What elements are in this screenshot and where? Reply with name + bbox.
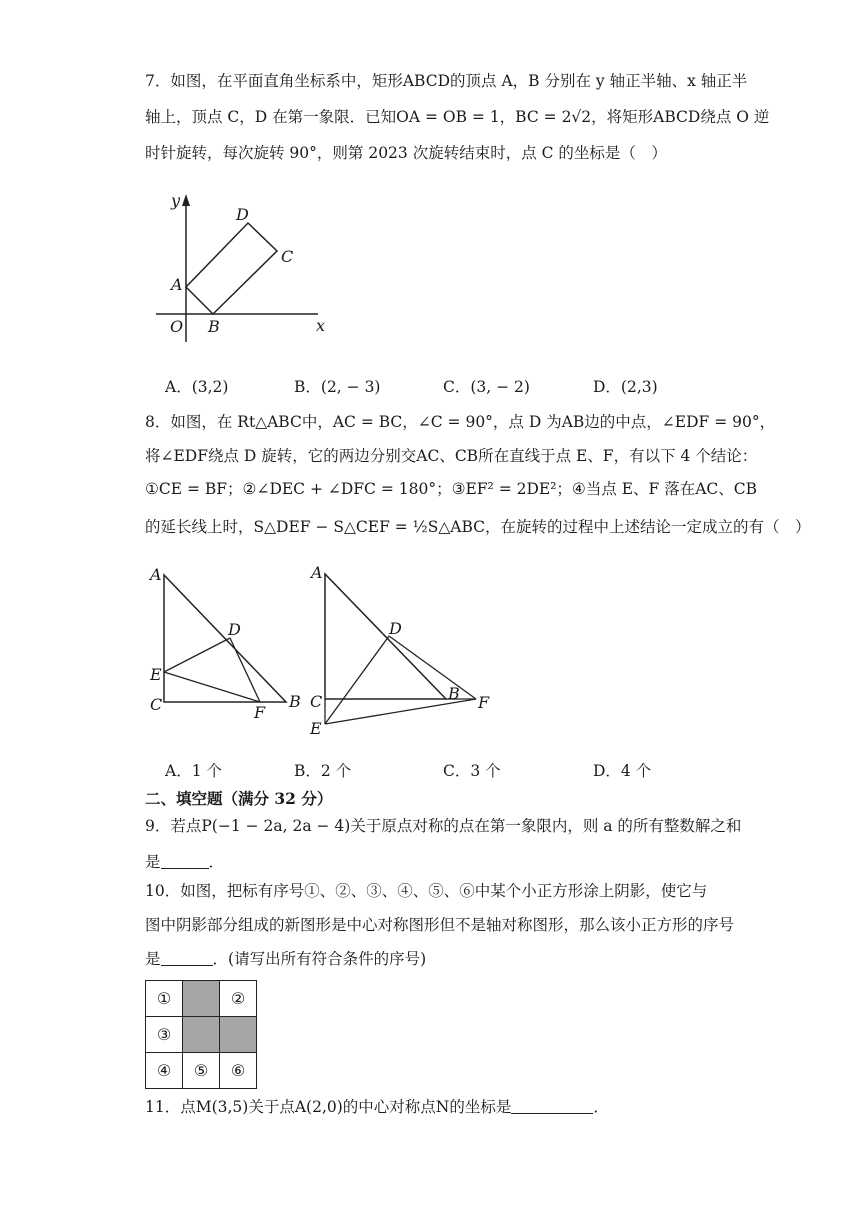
- section-heading: 二、填空题（满分 32 分）: [145, 789, 333, 808]
- q10-suffix: ．(请写出所有符合条件的序号): [212, 950, 427, 968]
- fig1-label-B: B: [289, 692, 301, 711]
- q9-suffix: ．: [208, 853, 225, 871]
- label-A: A: [171, 275, 183, 294]
- fig1-label-D: D: [228, 620, 241, 639]
- label-B: B: [208, 317, 220, 336]
- q11-line: [145, 1096, 609, 1118]
- q8-line-3: ①CE = BF；②∠DEC + ∠DFC = 180°；③EF² = 2DE²；④当点 E、F 落在AC、CB: [145, 480, 758, 498]
- fig2-label-D: D: [389, 619, 402, 638]
- grid-cell-shaded: [183, 981, 220, 1017]
- fig1-label-E: E: [150, 665, 162, 684]
- q11-answer-blank[interactable]: [511, 1097, 593, 1114]
- q8-option-c[interactable]: C．3 个: [443, 762, 501, 780]
- q7-option-c[interactable]: C．(3, − 2): [443, 378, 530, 396]
- grid-cell-2[interactable]: ②: [220, 981, 257, 1017]
- q7-line-3: 时针旋转，每次旋转 90°，则第 2023 次旋转结束时，点 C 的坐标是（ ）: [145, 144, 667, 162]
- fig2-label-F: F: [478, 693, 490, 712]
- label-C: C: [281, 247, 294, 266]
- label-O: O: [170, 317, 184, 336]
- grid-cell-1[interactable]: ①: [146, 981, 183, 1017]
- q8-line-1: 8．如图，在 Rt△ABC中，AC = BC，∠C = 90°，点 D 为AB边的中点，∠EDF = 90°，: [145, 413, 776, 431]
- q10-grid: [145, 980, 257, 1089]
- q10-line-1: 10．如图，把标有序号①、②、③、④、⑤、⑥中某个小正方形涂上阴影，使它与: [145, 882, 708, 900]
- fig2-label-E: E: [310, 719, 322, 738]
- fig1-label-A: A: [150, 565, 162, 584]
- q9-line-2: [145, 851, 224, 873]
- q8-figure-2: [305, 562, 505, 742]
- q10-line-3: [145, 948, 426, 970]
- label-y: y: [171, 191, 181, 210]
- q9-answer-blank[interactable]: [161, 852, 209, 869]
- fig2-label-A: A: [311, 563, 323, 582]
- grid-cell-shaded: [220, 1017, 257, 1053]
- q7-line-2: 轴上，顶点 C，D 在第一象限．已知OA = OB = 1，BC = 2√2，将矩形ABCD绕点 O 逆: [145, 108, 770, 126]
- grid-cell-5[interactable]: ⑤: [183, 1053, 220, 1089]
- q8-option-d[interactable]: D．4 个: [593, 762, 652, 780]
- label-x: x: [316, 316, 326, 335]
- q7-option-b[interactable]: B．(2, − 3): [294, 378, 381, 396]
- q7-option-d[interactable]: D．(2,3): [593, 378, 658, 396]
- q8-line-4: 的延长线上时，S△DEF − S△CEF = ½S△ABC，在旋转的过程中上述结论一定成立的有（ ）: [145, 518, 811, 536]
- q10-line-2: 图中阴影部分组成的新图形是中心对称图形但不是轴对称图形，那么该小正方形的序号: [145, 916, 735, 934]
- q8-figure-1: [148, 565, 308, 725]
- q8-line-2: 将∠EDF绕点 D 旋转，它的两边分别交AC、CB所在直线于点 E、F，有以下 4 个结论：: [145, 447, 758, 465]
- fig2-label-B: B: [448, 684, 460, 703]
- q7-line-1: 7．如图，在平面直角坐标系中，矩形ABCD的顶点 A，B 分别在 y 轴正半轴、x 轴正半: [145, 72, 748, 90]
- grid-cell-3[interactable]: ③: [146, 1017, 183, 1053]
- q8-option-a[interactable]: A．1 个: [165, 762, 222, 780]
- q7-option-a[interactable]: A．(3,2): [165, 378, 229, 396]
- q11-suffix: ．: [593, 1098, 609, 1116]
- q9-prefix: 是: [145, 853, 161, 871]
- fig1-label-F: F: [254, 703, 266, 722]
- q8-option-b[interactable]: B．2 个: [294, 762, 352, 780]
- q7-coordinate-figure: [150, 190, 350, 370]
- grid-cell-6[interactable]: ⑥: [220, 1053, 257, 1089]
- q9-line-1: 9．若点P(−1 − 2a, 2a − 4)关于原点对称的点在第一象限内，则 a 的所有整数解之和: [145, 817, 742, 835]
- grid-cell-4[interactable]: ④: [146, 1053, 183, 1089]
- fig1-label-C: C: [150, 695, 163, 714]
- label-D: D: [236, 205, 249, 224]
- fig2-label-C: C: [310, 692, 323, 711]
- q11-prefix: 11．点M(3,5)关于点A(2,0)的中心对称点N的坐标是: [145, 1098, 512, 1116]
- grid-cell-shaded: [183, 1017, 220, 1053]
- q10-answer-blank[interactable]: [161, 949, 213, 966]
- q10-prefix: 是: [145, 950, 161, 968]
